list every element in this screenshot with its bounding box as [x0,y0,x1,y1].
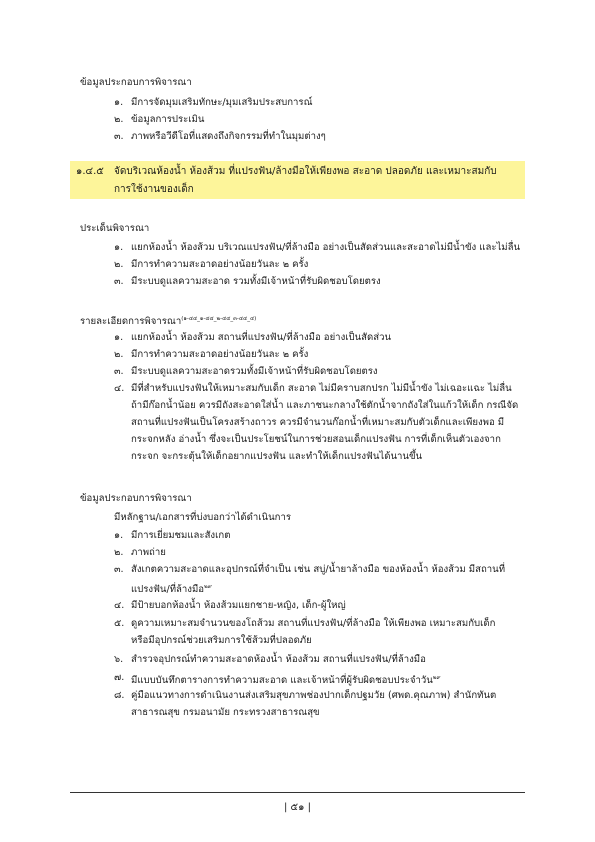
section-heading [80,313,256,328]
item-text: มีการจัดมุมเสริมทักษะ/มุมเสริมประสบการณ์ [131,97,313,108]
item-text-line: กระจกหลัง อ่างน้ำ ซึ่งจะเป็นประโยชน์ในการช่วยสอนเด็กแปรงฟัน การที่เด็กเห็นตัวเองจาก [131,434,501,445]
item-number: ๗. [114,672,125,683]
item-text-line: คู่มือแนวทางการดำเนินงานส่งเสริมสุขภาพช่องปากเด็กปฐมวัย (ศพด.คุณภาพ) สำนักทันต [131,690,497,701]
item-text: ข้อมูลการประเมิน [131,114,205,125]
item-text-line: สถานที่แปรงฟันเป็นโครงสร้างถาวร ควรมีจำนวนก๊อกน้ำที่เหมาะสมกับตัวเด็กและเพียงพอ มี [131,417,505,428]
item-number: ๒. [114,259,124,270]
item-number: ๑. [114,332,124,343]
item-text: มีการเยี่ยมชมและสังเกต [131,530,231,541]
item-text-line [131,672,441,687]
item-number: ๑. [114,97,124,108]
section-heading: ประเด็นพิจารณา [80,223,150,234]
item-text-line [131,581,212,596]
item-number: ๑. [114,242,124,253]
item-text-line: สาธารณสุข กรมอนามัย กระทรวงสาธารณสุข [131,707,320,718]
item-text-fragment: มีแบบบันทึกตารางการทำความสะอาด และเจ้าหน้าที่ผู้รับผิดชอบประจำวัน [131,675,433,687]
section-heading: ข้อมูลประกอบการพิจารณา [80,77,192,88]
footer-divider [70,792,525,793]
item-number: ๘. [114,690,125,701]
item-number: ๓. [114,131,124,142]
item-text: ภาพถ่าย [131,547,166,558]
footnote-mark: ๒๙ [204,584,212,590]
section-heading-note: (๑-๔๔_๑-๔๔_๒-๔๔_๓-๔๔_๔) [181,316,257,322]
item-number: ๓. [114,366,124,377]
item-number: ๓. [114,276,124,287]
section-subheading: มีหลักฐาน/เอกสารที่บ่งบอกว่าได้ดำเนินการ [114,512,292,523]
item-number: ๔. [114,383,125,394]
item-text: แยกห้องน้ำ ห้องส้วม บริเวณแปรงฟัน/ที่ล้างมือ อย่างเป็นสัดส่วนและสะอาดไม่มีน้ำขัง และไม่ลื่น [131,242,521,253]
item-number: ๓. [114,564,124,575]
item-text: สำรวจอุปกรณ์ทำความสะอาดห้องน้ำ ห้องส้วม สถานที่แปรงฟัน/ที่ล้างมือ [131,654,426,665]
item-text: มีระบบดูแลความสะอาดรวมทั้งมีเจ้าหน้าที่รับผิดชอบโดยตรง [131,366,378,377]
criterion-title: จัดบริเวณห้องน้ำ ห้องส้วม ที่แปรงฟัน/ล้างมือให้เพียงพอ สะอาด ปลอดภัย และเหมาะสมกับ [114,166,497,177]
item-number: ๖. [114,654,124,665]
page-number: | ๕๑ | [283,802,311,813]
item-number: ๒. [114,349,124,360]
item-text: ภาพหรือวีดีโอที่แสดงถึงกิจกรรมที่ทำในมุมต่างๆ [131,131,326,142]
section-heading-text: รายละเอียดการพิจารณา [80,316,182,328]
item-text-fragment: แปรงฟัน/ที่ล้างมือ [131,584,205,596]
item-text: แยกห้องน้ำ ห้องส้วม สถานที่แปรงฟัน/ที่ล้างมือ อย่างเป็นสัดส่วน [131,332,392,343]
criterion-number: ๑.๔.๕ [76,166,104,177]
item-text-line: หรือมีอุปกรณ์ช่วยเสริมการใช้ส้วมที่ปลอดภัย [131,635,312,646]
item-text-line: ดูความเหมาะสมจำนวนของโถส้วม สถานที่แปรงฟัน/ที่ล้างมือ ให้เพียงพอ เหมาะสมกับเด็ก [131,618,496,629]
item-text: มีการทำความสะอาดอย่างน้อยวันละ ๒ ครั้ง [131,349,309,360]
criterion-title-continued: การใช้งานของเด็ก [114,184,194,195]
item-number: ๔. [114,600,125,611]
footnote-mark: ๒๙ [432,675,441,681]
item-text-line: ถ้ามีก๊อกน้ำน้อย ควรมีถังสะอาดใส่น้ำ และภาชนะกลางใช้ตักน้ำจากถังใส่ในแก้วให้เด็ก กรณีจัด [131,400,519,411]
item-number: ๑. [114,530,124,541]
item-text-line: กระจก จะกระตุ้นให้เด็กอยากแปรงฟัน และทำให้เด็กแปรงฟันได้นานขึ้น [131,451,423,462]
item-text: มีการทำความสะอาดอย่างน้อยวันละ ๒ ครั้ง [131,259,309,270]
item-text-line: สังเกตความสะอาดและอุปกรณ์ที่จำเป็น เช่น สบู่/น้ำยาล้างมือ ของห้องน้ำ ห้องส้วม มีสถานที่ [131,564,506,575]
item-text: มีระบบดูแลความสะอาด รวมทั้งมีเจ้าหน้าที่รับผิดชอบโดยตรง [131,276,381,287]
item-number: ๒. [114,547,124,558]
item-number: ๕. [114,618,125,629]
section-heading: ข้อมูลประกอบการพิจารณา [80,493,192,504]
item-number: ๒. [114,114,124,125]
item-text-line: มีที่สำหรับแปรงฟันให้เหมาะสมกับเด็ก สะอาด ไม่มีคราบสกปรก ไม่มีน้ำขัง ไม่เฉอะแฉะ ไม่ลื่น [131,383,512,394]
item-text: มีป้ายบอกห้องน้ำ ห้องส้วมแยกชาย-หญิง, เด็ก-ผู้ใหญ่ [131,600,346,611]
